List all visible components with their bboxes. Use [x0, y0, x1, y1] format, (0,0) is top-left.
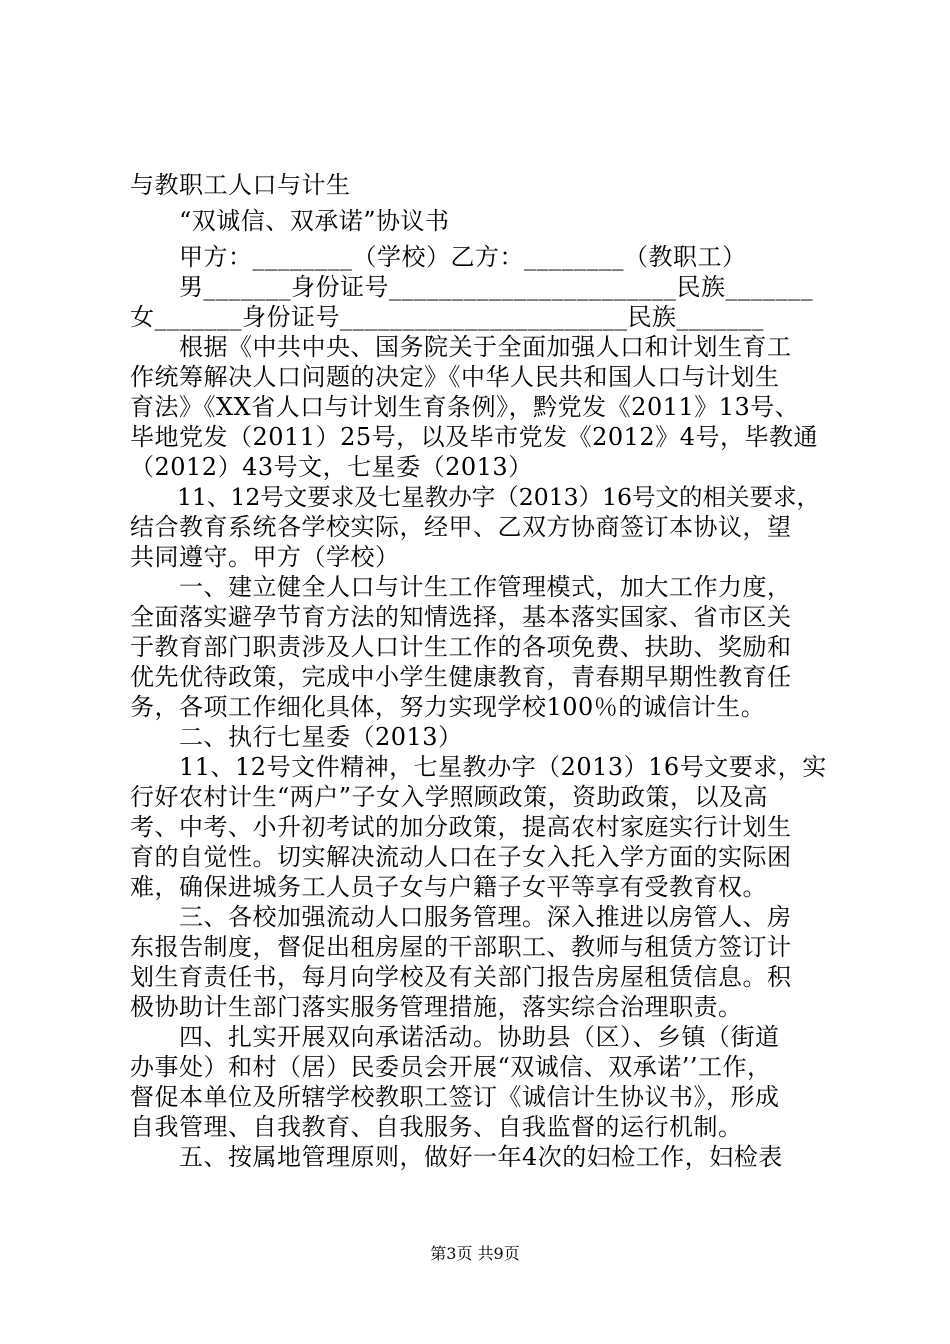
text-line: 结合教育系统各学校实际，经甲、乙双方协商签订本协议，望 [130, 513, 792, 541]
text-line: 毕地党发（2011）25号，以及毕市党发《2012》4号，毕教通 [130, 423, 818, 451]
text-line: 极协助计生部门落实服务管理措施，落实综合治理职责。 [130, 993, 743, 1021]
text-line: 三、各校加强流动人口服务管理。深入推进以房管人、房 [130, 903, 792, 931]
text-line: 优先优待政策，完成中小学生健康教育，青春期早期性教育任 [130, 663, 792, 691]
agreement-title: “双诚信、双承诺”协议书 [130, 207, 450, 235]
text-line: 育法》《XX省人口与计划生育条例》，黔党发《2011》13号、 [130, 393, 800, 421]
text-line: 男_______身份证号_______________________民族_______ [130, 273, 813, 301]
text-line: 11、12号文件精神，七星教办字（2013）16号文要求，实 [130, 753, 827, 781]
text-line: 与教职工人口与计生 [130, 171, 351, 199]
text-line: 难，确保进城务工人员子女与户籍子女平等享有受教育权。 [130, 873, 767, 901]
text-line: 作统筹解决人口问题的决定》《中华人民共和国人口与计划生 [130, 363, 780, 391]
text-line: 务，各项工作细化具体，努力实现学校100％的诚信计生。 [130, 693, 766, 721]
text-line: 一、建立健全人口与计生工作管理模式，加大工作力度， [130, 573, 792, 601]
text-line: 自我管理、自我教育、自我服务、自我监督的运行机制。 [130, 1113, 743, 1141]
text-line: 女_______身份证号_______________________民族_______ [130, 303, 764, 331]
text-line: 共同遵守。甲方（学校） [130, 543, 400, 571]
text-line: 四、扎实开展双向承诺活动。协助县（区）、乡镇（街道 [130, 1023, 780, 1051]
text-line: 行好农村计生“两户”子女入学照顾政策，资助政策，以及高 [130, 783, 769, 811]
text-line: 考、中考、小升初考试的加分政策，提高农村家庭实行计划生 [130, 813, 792, 841]
page-number-footer: 第3页 共9页 [430, 1244, 520, 1263]
text-line: 办事处）和村（居）民委员会开展“双诚信、双承诺’’工作， [130, 1053, 772, 1081]
text-line: 划生育责任书，每月向学校及有关部门报告房屋租赁信息。积 [130, 963, 792, 991]
text-line: 于教育部门职责涉及人口计生工作的各项免费、扶助、奖励和 [130, 633, 792, 661]
text-line: 东报告制度，督促出租房屋的干部职工、教师与租赁方签订计 [130, 933, 792, 961]
text-line: 二、执行七星委（2013） [130, 723, 463, 751]
text-line: （2012）43号文，七星委（2013） [130, 453, 533, 481]
text-line: 全面落实避孕节育方法的知情选择，基本落实国家、省市区关 [130, 603, 792, 631]
text-line: 11、12号文要求及七星教办字（2013）16号文的相关要求， [130, 483, 821, 511]
text-line: 育的自觉性。切实解决流动人口在子女入托入学方面的实际困 [130, 843, 792, 871]
text-line: 五、按属地管理原则，做好一年4次的妇检工作，妇检表 [130, 1143, 783, 1171]
text-line: 甲方：________（学校）乙方：________（教职工） [130, 243, 747, 271]
text-line: 督促本单位及所辖学校教职工签订《诚信计生协议书》，形成 [130, 1083, 780, 1111]
text-line: 根据《中共中央、国务院关于全面加强人口和计划生育工 [130, 333, 792, 361]
